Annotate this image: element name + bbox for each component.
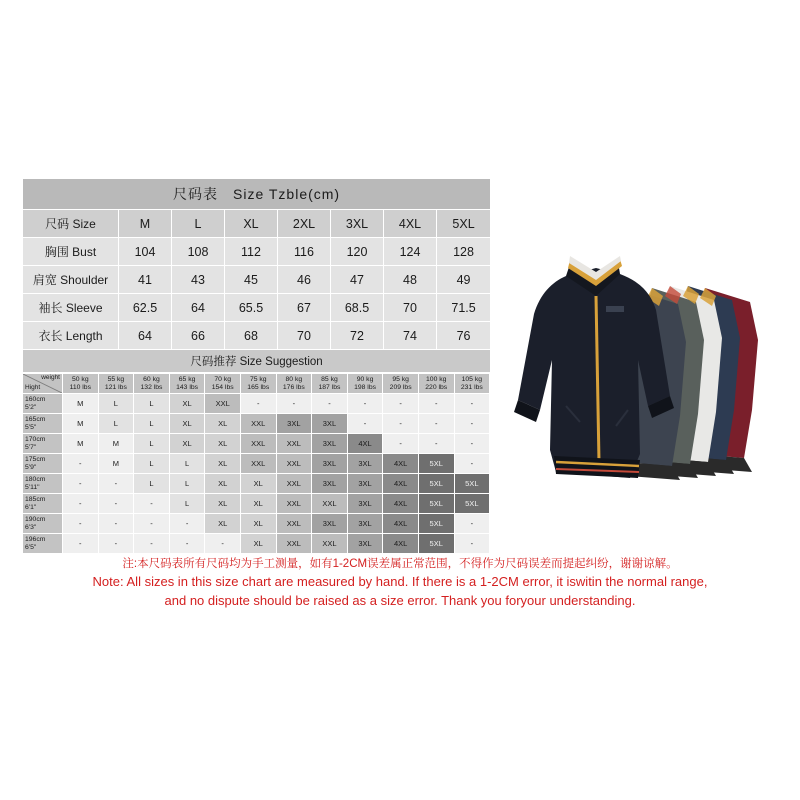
- suggestion-cell-r1-c5: XXL: [240, 414, 276, 434]
- suggestion-cell-r2-c2: L: [134, 434, 170, 454]
- note-english-line2: and no dispute should be raised as a size error. Thank you foryour understanding.: [164, 592, 636, 608]
- suggestion-cell-r1-c10: -: [418, 414, 454, 434]
- header-cell-size: 尺码 Size: [23, 210, 119, 238]
- suggestion-cell-r0-c3: XL: [169, 394, 205, 414]
- suggestion-cell-r5-c4: XL: [205, 494, 241, 514]
- table-row: [23, 394, 490, 414]
- suggestion-cell-r1-c7: 3XL: [312, 414, 348, 434]
- suggestion-cell-r5-c1: -: [98, 494, 134, 514]
- suggestion-cell-r2-c9: -: [383, 434, 419, 454]
- suggestion-cell-r5-c6: XXL: [276, 494, 312, 514]
- weight-header-7: 85 kg 187 lbs: [312, 374, 348, 394]
- suggestion-cell-r6-c9: 4XL: [383, 514, 419, 534]
- cell-shoulder-2xl: 46: [278, 266, 331, 294]
- cell-shoulder-4xl: 48: [384, 266, 437, 294]
- cell-length-l: 66: [172, 322, 225, 350]
- weight-header-11: 105 kg 231 lbs: [454, 374, 490, 394]
- table-row: [23, 534, 490, 554]
- suggestion-cell-r6-c2: -: [134, 514, 170, 534]
- size-suggestion-table: [22, 373, 490, 554]
- suggestion-cell-r1-c3: XL: [169, 414, 205, 434]
- suggestion-cell-r0-c8: -: [347, 394, 383, 414]
- suggestion-title: 尺码推荐 Size Suggestion: [23, 350, 491, 373]
- suggestion-cell-r7-c1: -: [98, 534, 134, 554]
- suggestion-cell-r5-c2: -: [134, 494, 170, 514]
- cell-sleeve-3xl: 68.5: [331, 294, 384, 322]
- cell-length-2xl: 70: [278, 322, 331, 350]
- suggestion-cell-r5-c7: XXL: [312, 494, 348, 514]
- suggestion-cell-r3-c6: XXL: [276, 454, 312, 474]
- row-label-length: 衣长 Length: [23, 322, 119, 350]
- suggestion-cell-r5-c8: 3XL: [347, 494, 383, 514]
- suggestion-cell-r2-c11: -: [454, 434, 490, 454]
- table-row: [23, 294, 491, 322]
- suggestion-cell-r4-c6: XXL: [276, 474, 312, 494]
- cell-bust-4xl: 124: [384, 238, 437, 266]
- cell-sleeve-2xl: 67: [278, 294, 331, 322]
- suggestion-cell-r0-c0: M: [63, 394, 99, 414]
- suggestion-cell-r7-c9: 4XL: [383, 534, 419, 554]
- suggestion-header-row: [23, 374, 490, 394]
- suggestion-cell-r0-c11: -: [454, 394, 490, 414]
- suggestion-cell-r6-c4: XL: [205, 514, 241, 534]
- cell-bust-5xl: 128: [437, 238, 491, 266]
- suggestion-cell-r5-c3: L: [169, 494, 205, 514]
- suggestion-cell-r4-c2: L: [134, 474, 170, 494]
- size-chart-block: [22, 178, 490, 554]
- suggestion-cell-r1-c8: -: [347, 414, 383, 434]
- cell-length-xl: 68: [225, 322, 278, 350]
- cell-shoulder-5xl: 49: [437, 266, 491, 294]
- header-cell-3xl: 3XL: [331, 210, 384, 238]
- suggestion-cell-r5-c11: 5XL: [454, 494, 490, 514]
- suggestion-cell-r1-c2: L: [134, 414, 170, 434]
- cell-bust-m: 104: [119, 238, 172, 266]
- suggestion-cell-r5-c10: 5XL: [418, 494, 454, 514]
- table-row: [23, 514, 490, 534]
- cell-length-5xl: 76: [437, 322, 491, 350]
- suggestion-cell-r5-c5: XL: [240, 494, 276, 514]
- suggestion-cell-r1-c9: -: [383, 414, 419, 434]
- suggestion-cell-r0-c4: XXL: [205, 394, 241, 414]
- suggestion-cell-r6-c6: XXL: [276, 514, 312, 534]
- header-cell-2xl: 2XL: [278, 210, 331, 238]
- suggestion-cell-r4-c10: 5XL: [418, 474, 454, 494]
- weight-header-9: 95 kg 209 lbs: [383, 374, 419, 394]
- cell-shoulder-xl: 45: [225, 266, 278, 294]
- suggestion-cell-r1-c4: XL: [205, 414, 241, 434]
- weight-header-6: 80 kg 176 lbs: [276, 374, 312, 394]
- suggestion-cell-r7-c8: 3XL: [347, 534, 383, 554]
- cell-sleeve-xl: 65.5: [225, 294, 278, 322]
- suggestion-cell-r1-c11: -: [454, 414, 490, 434]
- weight-header-0: 50 kg 110 lbs: [63, 374, 99, 394]
- weight-header-8: 90 kg 198 lbs: [347, 374, 383, 394]
- suggestion-cell-r0-c1: L: [98, 394, 134, 414]
- suggestion-cell-r6-c3: -: [169, 514, 205, 534]
- suggestion-cell-r3-c7: 3XL: [312, 454, 348, 474]
- suggestion-cell-r7-c11: -: [454, 534, 490, 554]
- weight-header-2: 60 kg 132 lbs: [134, 374, 170, 394]
- suggestion-cell-r0-c2: L: [134, 394, 170, 414]
- suggestion-cell-r7-c7: XXL: [312, 534, 348, 554]
- suggestion-title-row: [23, 350, 491, 373]
- size-table-header-row: [23, 210, 491, 238]
- cell-length-3xl: 72: [331, 322, 384, 350]
- table-row: [23, 414, 490, 434]
- cell-bust-xl: 112: [225, 238, 278, 266]
- suggestion-cell-r7-c4: -: [205, 534, 241, 554]
- cell-sleeve-m: 62.5: [119, 294, 172, 322]
- height-header-0: 160cm 5'2": [23, 394, 63, 414]
- cell-sleeve-4xl: 70: [384, 294, 437, 322]
- height-header-6: 190cm 6'3": [23, 514, 63, 534]
- cell-shoulder-3xl: 47: [331, 266, 384, 294]
- suggestion-cell-r0-c5: -: [240, 394, 276, 414]
- suggestion-cell-r4-c3: L: [169, 474, 205, 494]
- suggestion-cell-r4-c1: -: [98, 474, 134, 494]
- suggestion-cell-r0-c10: -: [418, 394, 454, 414]
- suggestion-cell-r7-c5: XL: [240, 534, 276, 554]
- suggestion-cell-r5-c0: -: [63, 494, 99, 514]
- suggestion-cell-r3-c5: XXL: [240, 454, 276, 474]
- suggestion-cell-r2-c5: XXL: [240, 434, 276, 454]
- table-row: [23, 322, 491, 350]
- suggestion-cell-r7-c2: -: [134, 534, 170, 554]
- suggestion-cell-r3-c11: -: [454, 454, 490, 474]
- suggestion-cell-r7-c0: -: [63, 534, 99, 554]
- suggestion-cell-r5-c9: 4XL: [383, 494, 419, 514]
- size-table-title-row: [23, 179, 491, 210]
- suggestion-cell-r2-c8: 4XL: [347, 434, 383, 454]
- table-row: [23, 434, 490, 454]
- header-cell-4xl: 4XL: [384, 210, 437, 238]
- suggestion-corner-cell: [23, 374, 63, 394]
- cell-bust-3xl: 120: [331, 238, 384, 266]
- suggestion-cell-r2-c3: XL: [169, 434, 205, 454]
- row-label-sleeve: 袖长 Sleeve: [23, 294, 119, 322]
- suggestion-cell-r4-c9: 4XL: [383, 474, 419, 494]
- suggestion-cell-r4-c8: 3XL: [347, 474, 383, 494]
- corner-weight-label: weight: [41, 374, 60, 381]
- weight-header-5: 75 kg 165 lbs: [240, 374, 276, 394]
- height-header-1: 165cm 5'5": [23, 414, 63, 434]
- row-label-bust: 胸围 Bust: [23, 238, 119, 266]
- table-row: [23, 238, 491, 266]
- suggestion-cell-r2-c6: XXL: [276, 434, 312, 454]
- suggestion-cell-r4-c5: XL: [240, 474, 276, 494]
- suggestion-cell-r2-c4: XL: [205, 434, 241, 454]
- size-table: [22, 178, 491, 373]
- header-cell-m: M: [119, 210, 172, 238]
- row-label-shoulder: 肩宽 Shoulder: [23, 266, 119, 294]
- suggestion-cell-r1-c1: L: [98, 414, 134, 434]
- disclaimer-note: [0, 556, 800, 610]
- suggestion-cell-r3-c0: -: [63, 454, 99, 474]
- header-cell-5xl: 5XL: [437, 210, 491, 238]
- suggestion-cell-r1-c6: 3XL: [276, 414, 312, 434]
- weight-header-1: 55 kg 121 lbs: [98, 374, 134, 394]
- suggestion-cell-r0-c9: -: [383, 394, 419, 414]
- suggestion-cell-r6-c7: 3XL: [312, 514, 348, 534]
- suggestion-cell-r4-c7: 3XL: [312, 474, 348, 494]
- height-header-5: 185cm 6'1": [23, 494, 63, 514]
- cell-length-4xl: 74: [384, 322, 437, 350]
- suggestion-cell-r3-c3: L: [169, 454, 205, 474]
- suggestion-cell-r2-c10: -: [418, 434, 454, 454]
- weight-header-10: 100 kg 220 lbs: [418, 374, 454, 394]
- cell-bust-l: 108: [172, 238, 225, 266]
- cell-length-m: 64: [119, 322, 172, 350]
- product-photo: [500, 210, 785, 530]
- note-chinese: 注:本尺码表所有尺码均为手工测量，如有1-2CM误差属正常范围，不得作为尺码误差而提起纠纷，谢谢谅解。: [122, 558, 678, 570]
- header-cell-xl: XL: [225, 210, 278, 238]
- height-header-4: 180cm 5'11": [23, 474, 63, 494]
- cell-shoulder-m: 41: [119, 266, 172, 294]
- suggestion-cell-r3-c4: XL: [205, 454, 241, 474]
- suggestion-cell-r6-c1: -: [98, 514, 134, 534]
- suggestion-cell-r3-c1: M: [98, 454, 134, 474]
- table-row: [23, 266, 491, 294]
- suggestion-cell-r0-c7: -: [312, 394, 348, 414]
- height-header-7: 196cm 6'5": [23, 534, 63, 554]
- suggestion-cell-r4-c11: 5XL: [454, 474, 490, 494]
- cell-shoulder-l: 43: [172, 266, 225, 294]
- cell-sleeve-l: 64: [172, 294, 225, 322]
- suggestion-cell-r6-c5: XL: [240, 514, 276, 534]
- table-row: [23, 474, 490, 494]
- suggestion-cell-r2-c0: M: [63, 434, 99, 454]
- suggestion-cell-r7-c3: -: [169, 534, 205, 554]
- height-header-2: 170cm 5'7": [23, 434, 63, 454]
- weight-header-4: 70 kg 154 lbs: [205, 374, 241, 394]
- suggestion-cell-r6-c11: -: [454, 514, 490, 534]
- suggestion-cell-r4-c4: XL: [205, 474, 241, 494]
- weight-header-3: 65 kg 143 lbs: [169, 374, 205, 394]
- suggestion-cell-r1-c0: M: [63, 414, 99, 434]
- suggestion-cell-r0-c6: -: [276, 394, 312, 414]
- size-table-title: 尺码表 Size Tzble(cm): [23, 179, 491, 210]
- header-cell-l: L: [172, 210, 225, 238]
- corner-height-label: Hight: [25, 384, 41, 392]
- suggestion-cell-r3-c8: 3XL: [347, 454, 383, 474]
- cell-sleeve-5xl: 71.5: [437, 294, 491, 322]
- suggestion-cell-r6-c8: 3XL: [347, 514, 383, 534]
- table-row: [23, 494, 490, 514]
- suggestion-cell-r4-c0: -: [63, 474, 99, 494]
- suggestion-cell-r2-c1: M: [98, 434, 134, 454]
- suggestion-cell-r6-c0: -: [63, 514, 99, 534]
- height-header-3: 175cm 5'9": [23, 454, 63, 474]
- suggestion-cell-r7-c6: XXL: [276, 534, 312, 554]
- note-english-line1: Note: All sizes in this size chart are measured by hand. If there is a 1-2CM error, it iswitin the normal range,: [92, 573, 708, 589]
- suggestion-cell-r7-c10: 5XL: [418, 534, 454, 554]
- suggestion-cell-r2-c7: 3XL: [312, 434, 348, 454]
- table-row: [23, 454, 490, 474]
- cell-bust-2xl: 116: [278, 238, 331, 266]
- suggestion-cell-r3-c2: L: [134, 454, 170, 474]
- suggestion-cell-r3-c9: 4XL: [383, 454, 419, 474]
- suggestion-cell-r6-c10: 5XL: [418, 514, 454, 534]
- suggestion-cell-r3-c10: 5XL: [418, 454, 454, 474]
